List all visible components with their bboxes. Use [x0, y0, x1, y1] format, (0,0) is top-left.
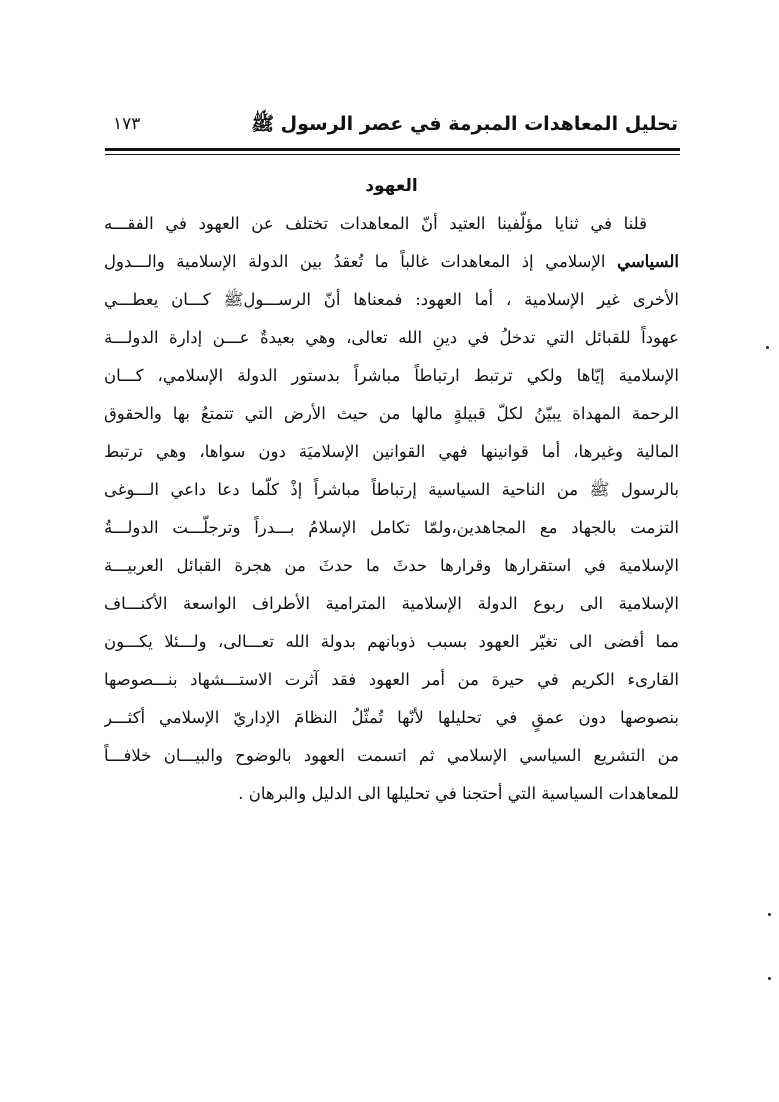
paragraph-line: عهوداً للقبائل التي تدخلُ في دينِ الله تعالى، وهي بعيدةٌ عـــن إدارة الدولـــة — [104, 328, 679, 347]
paragraph-line: الإسلامية في استقرارها وقرارها حدثَ ما حدثَ من هجرة القبائل العربيـــة — [104, 556, 679, 575]
paragraph-line: الإسلامية الى ربوع الدولة الإسلامية المترامية الأطراف الواسعة الأكنـــاف — [104, 594, 679, 613]
paragraph-line: الرحمة المهداة يبيّنُ لكلّ قبيلةٍ مالها من حيث الأرض التي تتمتعُ بها والحقوق — [104, 404, 679, 423]
paragraph-line: قلنا في ثنايا مؤلّفينا العتيد أنّ المعاهدات تختلف عن العهود في الفقـــه — [104, 214, 647, 233]
line-text: الإسلامي إذ المعاهدات غالباً ما تُعقدُ بين الدولة الإسلامية والـــدول — [104, 252, 618, 271]
paragraph-line: بالرسول ﷺ من الناحية السياسية إرتباطاً مباشراً إذْ كلّما دعا داعي الـــوغى — [104, 480, 679, 499]
scan-speck — [768, 977, 771, 980]
header-rule-thin — [105, 154, 680, 155]
running-title: تحليل المعاهدات المبرمة في عصر الرسول ﷺ — [251, 113, 678, 135]
paragraph-line: القارىء الكريم في حيرة من أمر العهود فقد آثرت الاستـــشهاد بنـــصوصها — [104, 670, 679, 689]
bold-term: السياسي — [617, 252, 679, 271]
paragraph-line: للمعاهدات السياسية التي أحتجنا في تحليلها الى الدليل والبرهان . — [238, 784, 679, 803]
paragraph-line: التزمت بالجهاد مع المجاهدين،ولمّا تكامل الإسلامُ بـــدراً وترجلّـــت الدولـــةُ — [104, 518, 679, 537]
page-header — [105, 108, 678, 144]
paragraph-line: من التشريع السياسي الإسلامي ثم اتسمت العهود بالوضوح والبيـــان خلافـــاً — [104, 746, 679, 765]
scan-speck — [766, 346, 769, 349]
paragraph-line: مما أفضى الى تغيّر العهود بسبب ذوبانهم بدولة الله تعـــالى، ولـــئلا يكـــون — [104, 632, 679, 651]
paragraph-line — [104, 243, 679, 281]
page-number: ١٧٣ — [113, 114, 141, 134]
paragraph-line: الأخرى غير الإسلامية ، أما العهود: فمعناها أنّ الرســـولﷺ كـــان يعطـــي — [104, 290, 679, 309]
body-paragraph — [104, 205, 679, 813]
scan-speck — [768, 913, 771, 916]
header-rule-thick — [105, 148, 680, 151]
section-title: العهود — [365, 176, 418, 196]
paragraph-line: الإسلامية إيّاها ولكي ترتبط ارتباطاً مباشراً بدستور الدولة الإسلامي، كـــان — [104, 366, 679, 385]
paragraph-line: بنصوصها دون عمقٍ في تحليلها لأنّها تُمثّلُ النظامَ الإداريّ الإسلامي أكثـــر — [104, 708, 679, 727]
paragraph-line: المالية وغيرها، أما قوانينها فهي القوانين الإسلاميَة دون سواها، وهي ترتبط — [104, 442, 679, 461]
